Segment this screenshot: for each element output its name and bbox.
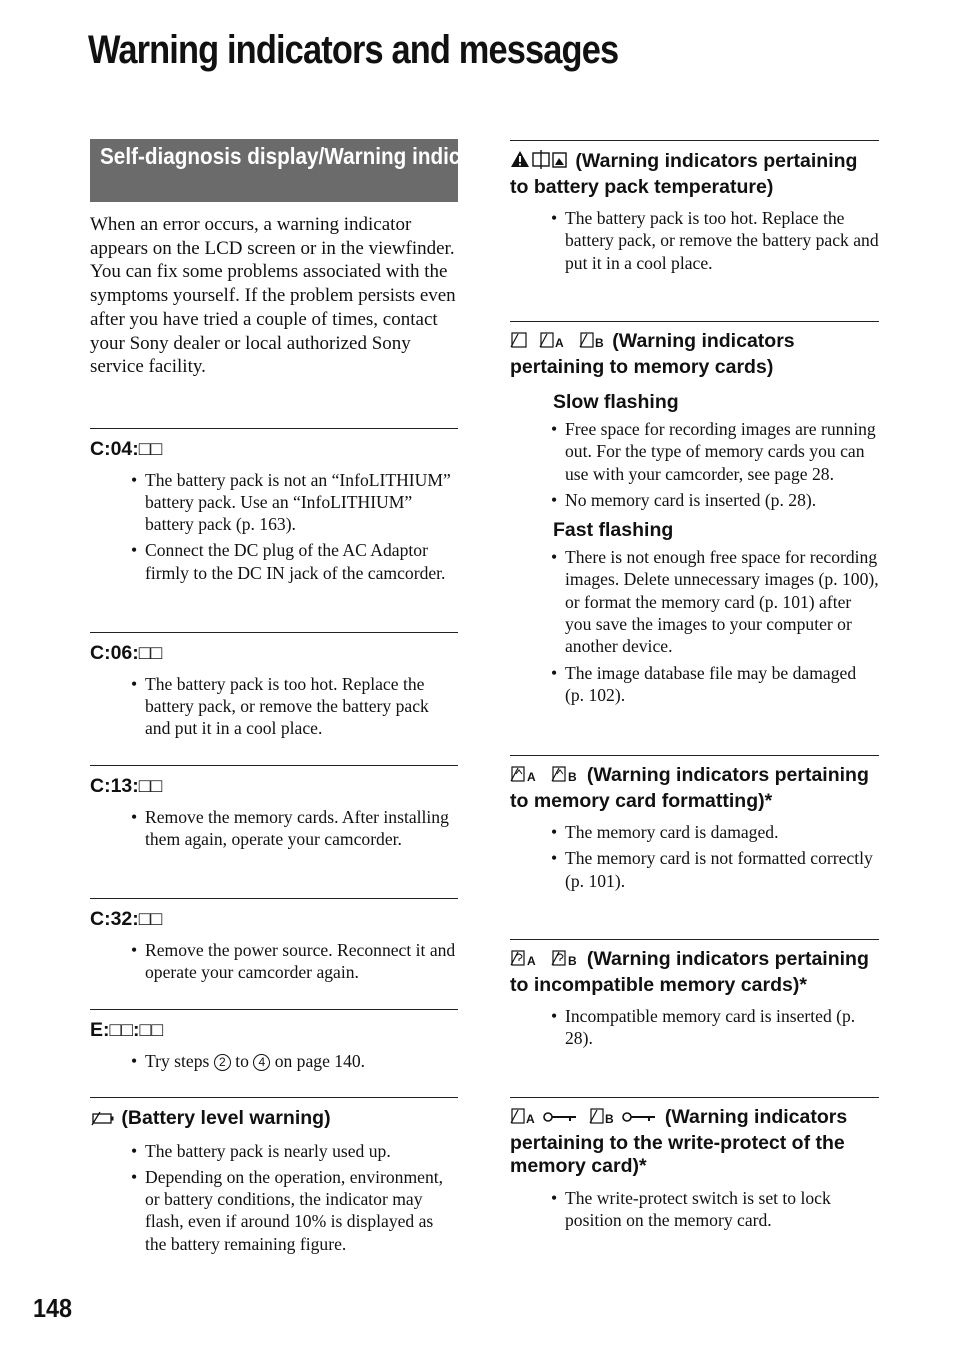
list-item: • The memory card is not formatted correctly (p. 101). xyxy=(565,847,879,892)
list-item: • Try steps 2 to 4 on page 140. xyxy=(145,1050,458,1072)
card-slot-label: A xyxy=(527,954,536,967)
write-protect-heading: A B (Warning indicators pertaining to the write-protect of the memory card)* xyxy=(510,1106,848,1177)
card-slot-label: A xyxy=(527,770,536,783)
intro-text xyxy=(90,213,458,379)
step-number-icon: 2 xyxy=(214,1054,231,1071)
format-block xyxy=(510,755,879,896)
temperature-block xyxy=(510,140,879,278)
battery-heading: (Battery level warning) xyxy=(90,1107,458,1133)
memory-card-b-icon xyxy=(579,331,607,356)
e-heading: E:□□:□□ xyxy=(90,1019,164,1041)
card-slot-label: B xyxy=(568,954,578,967)
c13-block xyxy=(90,765,458,854)
incompatible-heading: A B (Warning indicators pertaining to incompatible memory cards)* xyxy=(510,948,869,996)
list-item: • Depending on the operation, environment, or battery conditions, the indicator may flash, even if around 10% is displayed as the battery remaining figure. xyxy=(145,1166,458,1255)
memory-card-format-a-icon xyxy=(510,765,540,790)
incompatible-block xyxy=(510,939,879,1054)
write-protect-b-icon xyxy=(589,1107,659,1132)
list-item: • The battery pack is too hot. Replace the battery pack, or remove the battery pack and put it in a cool place. xyxy=(145,673,458,740)
card-slot-label: A xyxy=(526,1112,535,1125)
list-item: • The image database file may be damaged (p. 102). xyxy=(565,662,879,707)
step-number-icon: 4 xyxy=(253,1054,270,1071)
card-slot-label: B xyxy=(605,1112,615,1125)
c06-heading: C:06:□□ xyxy=(90,642,163,664)
c04-heading: C:04:□□ xyxy=(90,438,163,460)
card-slot-label: A xyxy=(555,336,565,349)
list-item: • The battery pack is nearly used up. xyxy=(145,1140,458,1162)
list-item: • Connect the DC plug of the AC Adaptor firmly to the DC IN jack of the camcorder. xyxy=(145,539,458,584)
list-item: • The memory card is damaged. xyxy=(565,821,879,843)
section-header: Self-diagnosis display/Warning indicators xyxy=(90,139,458,202)
format-heading: A B (Warning indicators pertaining to memory card formatting)* xyxy=(510,764,869,812)
list-item: • Free space for recording images are running out. For the type of memory cards you can use with your camcorder, see page 28. xyxy=(565,418,879,485)
memory-heading: A B (Warning indicators pertaining to memory cards) xyxy=(510,330,795,378)
write-protect-a-icon xyxy=(510,1107,580,1132)
c32-heading: C:32:□□ xyxy=(90,908,163,930)
intro-paragraph: You can fix some problems associated with the symptoms yourself. If the problem persists even after you have tried a couple of times, contact your Sony dealer or local authorized Sony service facility. xyxy=(90,261,456,378)
memory-card-format-b-icon xyxy=(551,765,581,790)
c32-block xyxy=(90,898,458,987)
list-item: • Incompatible memory card is inserted (p. 28). xyxy=(565,1005,879,1050)
list-item: • There is not enough free space for recording images. Delete unnecessary images (p. 100), or format the memory card (p. 101) after you save the images to your computer or another device. xyxy=(565,546,879,657)
intro-paragraph: When an error occurs, a warning indicator appears on the LCD screen or in the viewfinder. xyxy=(90,214,455,259)
list-item: • The battery pack is not an “InfoLITHIUM” battery pack. Use an “InfoLITHIUM” battery pack (p. 163). xyxy=(145,469,458,536)
fast-flashing-title: Fast flashing xyxy=(553,519,674,542)
page-number: 148 xyxy=(33,1293,73,1323)
incompatible-card-a-icon xyxy=(510,949,540,974)
battery-block xyxy=(90,1097,458,1259)
c13-heading: C:13:□□ xyxy=(90,775,163,797)
memory-card-icon xyxy=(510,331,528,356)
e-block xyxy=(90,1009,458,1076)
list-item: • The write-protect switch is set to lock position on the memory card. xyxy=(565,1187,879,1232)
list-item: • No memory card is inserted (p. 28). xyxy=(565,489,879,511)
list-item: • Remove the power source. Reconnect it and operate your camcorder again. xyxy=(145,939,458,984)
temperature-heading: (Warning indicators pertaining to battery pack temperature) xyxy=(510,150,858,198)
c04-block xyxy=(90,428,458,588)
slow-flashing-title: Slow flashing xyxy=(553,391,679,413)
list-item: • The battery pack is too hot. Replace the battery pack, or remove the battery pack and put it in a cool place. xyxy=(565,207,879,274)
incompatible-card-b-icon xyxy=(551,949,581,974)
list-item: • Remove the memory cards. After installing them again, operate your camcorder. xyxy=(145,806,458,851)
memory-block xyxy=(510,321,879,710)
memory-card-a-icon xyxy=(539,331,567,356)
battery-temperature-warning-icon xyxy=(510,149,570,176)
page-title: Warning indicators and messages xyxy=(88,28,619,72)
card-slot-label: B xyxy=(568,770,578,783)
c06-block xyxy=(90,632,458,743)
write-protect-block xyxy=(510,1097,879,1235)
battery-empty-icon xyxy=(90,1109,116,1133)
card-slot-label: B xyxy=(594,336,604,349)
